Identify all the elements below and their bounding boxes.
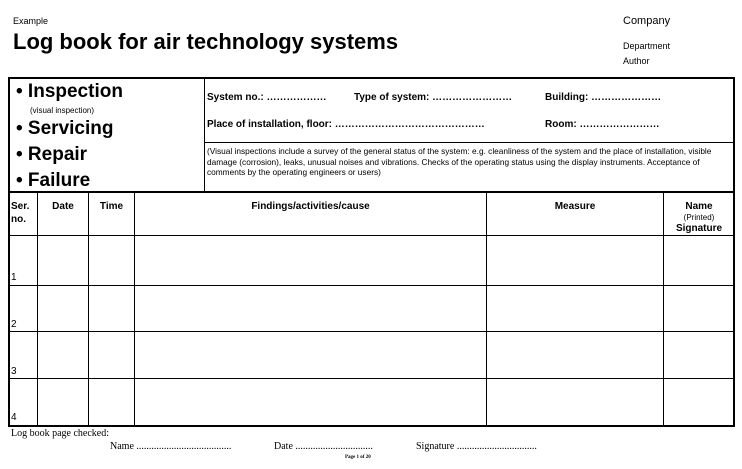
page-title: Log book for air technology systems <box>13 29 399 54</box>
system-no-field: System no.: ……………… <box>207 92 327 103</box>
col-header-no: no. <box>11 214 26 225</box>
col-header-printed: (Printed) <box>683 213 715 222</box>
col-header-ser: Ser. <box>11 201 30 212</box>
page-checked-label: Log book page checked: <box>11 428 110 439</box>
col-header-date: Date <box>52 201 74 212</box>
table-col-divider <box>88 193 89 426</box>
col-header-measure: Measure <box>554 201 596 212</box>
row-number: 3 <box>11 366 17 377</box>
place-of-installation-field: Place of installation, floor: ……………………………………… <box>207 119 485 130</box>
col-header-name: Name <box>685 201 713 212</box>
category-inspection-sub: (visual inspection) <box>30 106 95 115</box>
footer-date-field: Date ............................... <box>274 441 373 452</box>
category-failure: • Failure <box>16 170 91 191</box>
example-label: Example <box>13 16 49 26</box>
category-repair: • Repair <box>16 144 88 165</box>
row-number: 4 <box>11 412 17 423</box>
author-label: Author <box>623 56 650 66</box>
page-number: Page 1 of 20 <box>345 455 371 460</box>
row-number: 1 <box>11 272 17 283</box>
log-table <box>8 193 735 427</box>
col-header-signature: Signature <box>675 223 723 234</box>
table-col-divider <box>134 193 135 426</box>
info-box-separator <box>205 142 734 143</box>
table-row-divider <box>9 285 734 286</box>
col-header-time: Time <box>99 201 124 212</box>
table-col-divider <box>37 193 38 426</box>
footer-signature-field: Signature ................................ <box>416 441 537 452</box>
building-field: Building: ………………… <box>545 92 662 103</box>
footer-name-field: Name ...................................... <box>110 441 232 452</box>
category-servicing: • Servicing <box>16 118 114 139</box>
table-row-divider <box>9 378 734 379</box>
type-of-system-field: Type of system: …………………… <box>354 92 513 103</box>
info-box-divider <box>204 79 205 192</box>
inspection-note: (Visual inspections include a survey of the general status of the system: e.g. cleanliness of the system and the place of installation, visible damage (corrosion), leaks, unusual noises and vibrations. Checks of the operating status using the display instruments. Acceptance of comments by the operating engineers or users) <box>207 146 712 177</box>
table-row-divider <box>9 331 734 332</box>
company-label: Company <box>623 15 671 27</box>
department-label: Department <box>623 41 671 51</box>
table-row-divider <box>9 235 734 236</box>
category-inspection: • Inspection <box>16 81 123 102</box>
row-number: 2 <box>11 319 17 330</box>
table-col-divider <box>486 193 487 426</box>
room-field: Room: …………………… <box>545 119 660 130</box>
col-header-findings: Findings/activities/cause <box>251 201 370 212</box>
